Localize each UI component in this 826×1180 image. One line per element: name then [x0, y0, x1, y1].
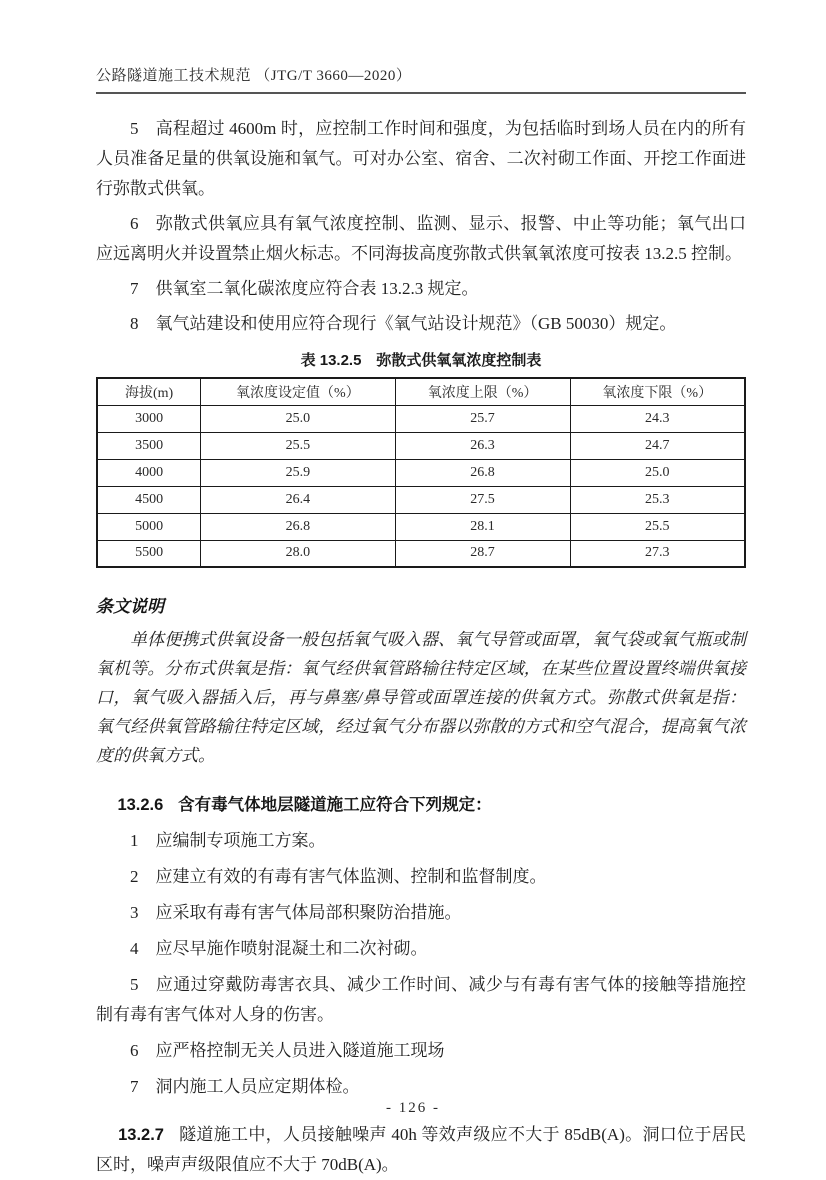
- item-text: 应编制专项施工方案。: [155, 831, 326, 850]
- table-row: [97, 432, 745, 459]
- header-setpoint: 氧浓度设定值（%）: [201, 378, 395, 405]
- table-cell: 5500: [97, 540, 201, 567]
- table-row: [97, 405, 745, 432]
- table-row: [97, 459, 745, 486]
- table-cell: 4500: [97, 486, 201, 513]
- table-cell: 25.5: [201, 432, 395, 459]
- table-cell: 25.7: [395, 405, 570, 432]
- oxygen-concentration-table: [96, 377, 746, 568]
- page-number: - 126 -: [386, 1100, 440, 1116]
- clause-7-paragraph: [96, 274, 746, 304]
- table-cell: 25.0: [570, 459, 745, 486]
- table-cell: 4000: [97, 459, 201, 486]
- clause-number: 6: [130, 214, 139, 233]
- item-text: 应采取有毒有害气体局部积聚防治措施。: [155, 903, 462, 922]
- item-text: 应通过穿戴防毒害衣具、减少工作时间、减少与有毒有害气体的接触等措施控制有毒有害气体对人身的伤害。: [96, 975, 746, 1024]
- table-cell: 3500: [97, 432, 201, 459]
- clause-number: 5: [130, 119, 139, 138]
- table-cell: 26.8: [395, 459, 570, 486]
- item-text: 应尽早施作喷射混凝土和二次衬砌。: [155, 939, 428, 958]
- table-cell: 26.4: [201, 486, 395, 513]
- table-cell: 24.7: [570, 432, 745, 459]
- item-number: 6: [130, 1041, 139, 1060]
- clause-text: 高程超过 4600m 时，应控制工作时间和强度，为包括临时到场人员在内的所有人员准备足量的供氧设施和氧气。可对办公室、宿舍、二次衬砌工作面、开挖工作面进行弥散式供氧。: [96, 119, 746, 198]
- clause-number: 8: [130, 314, 139, 333]
- list-item-7: [96, 1072, 746, 1102]
- header-upper-limit: 氧浓度上限（%）: [395, 378, 570, 405]
- document-title: 公路隧道施工技术规范 （JTG/T 3660—2020）: [96, 68, 412, 84]
- list-item-4: [96, 934, 746, 964]
- header-lower-limit: 氧浓度下限（%）: [570, 378, 745, 405]
- item-text: 洞内施工人员应定期体检。: [155, 1077, 360, 1096]
- list-item-1: [96, 826, 746, 856]
- table-row: [97, 513, 745, 540]
- clause-number: 13.2.6: [117, 796, 164, 814]
- table-cell: 26.8: [201, 513, 395, 540]
- table-cell: 28.1: [395, 513, 570, 540]
- item-number: 2: [130, 867, 139, 886]
- table-cell: 24.3: [570, 405, 745, 432]
- table-row: [97, 486, 745, 513]
- clause-text: 氧气站建设和使用应符合现行《氧气站设计规范》（GB 50030）规定。: [155, 314, 677, 333]
- item-text: 应建立有效的有毒有害气体监测、控制和监督制度。: [155, 867, 547, 886]
- header-altitude: 海拔(m): [97, 378, 201, 405]
- item-number: 7: [130, 1077, 139, 1096]
- item-text: 应严格控制无关人员进入隧道施工现场: [155, 1041, 445, 1060]
- clause-title: 含有毒气体地层隧道施工应符合下列规定：: [178, 796, 492, 814]
- table-cell: 25.3: [570, 486, 745, 513]
- table-cell: 28.0: [201, 540, 395, 567]
- item-number: 1: [130, 831, 139, 850]
- clause-5-paragraph: [96, 114, 746, 204]
- table-caption: 表 13.2.5 弥散式供氧氧浓度控制表: [300, 352, 542, 369]
- table-cell: 3000: [97, 405, 201, 432]
- clause-text: 供氧室二氧化碳浓度应符合表 13.2.3 规定。: [155, 279, 479, 298]
- running-header: [96, 64, 746, 94]
- clause-text: 隧道施工中，人员接触噪声 40h 等效声级应不大于 85dB(A)。洞口位于居民区时，噪声声级限值应不大于 70dB(A)。: [96, 1125, 746, 1174]
- commentary-body: 单体便携式供氧设备一般包括氧气吸入器、氧气导管或面罩，氧气袋或氧气瓶或制氧机等。分布式供氧是指：氧气经供氧管路输往特定区域，在某些位置设置终端供氧接口，氧气吸入器插入后，再与鼻塞/鼻导管或面罩连接的供氧方式。弥散式供氧是指：氧气经供氧管路输往特定区域，经过氧气分布器以弥散的方式和空气混合，提高氧气浓度的供氧方式。: [96, 630, 746, 765]
- clause-13-2-6-heading: [96, 790, 746, 820]
- clause-13-2-7-paragraph: [96, 1120, 746, 1180]
- item-number: 4: [130, 939, 139, 958]
- list-item-3: [96, 898, 746, 928]
- table-cell: 27.5: [395, 486, 570, 513]
- clause-number: 7: [130, 279, 139, 298]
- table-cell: 26.3: [395, 432, 570, 459]
- table-cell: 25.5: [570, 513, 745, 540]
- table-header-row: [97, 378, 745, 405]
- clause-number: 13.2.7: [118, 1126, 164, 1144]
- table-cell: 28.7: [395, 540, 570, 567]
- table-cell: 27.3: [570, 540, 745, 567]
- commentary-heading: 条文说明: [96, 597, 164, 616]
- table-cell: 25.9: [201, 459, 395, 486]
- list-item-2: [96, 862, 746, 892]
- table-cell: 25.0: [201, 405, 395, 432]
- item-number: 3: [130, 903, 139, 922]
- table-cell: 5000: [97, 513, 201, 540]
- list-item-5: [96, 970, 746, 1030]
- page-content: [96, 114, 746, 1180]
- list-item-6: [96, 1036, 746, 1066]
- item-number: 5: [130, 975, 139, 994]
- clause-6-paragraph: [96, 209, 746, 269]
- clause-text: 弥散式供氧应具有氧气浓度控制、监测、显示、报警、中止等功能；氧气出口应远离明火并设置禁止烟火标志。不同海拔高度弥散式供氧氧浓度可按表 13.2.5 控制。: [96, 214, 746, 263]
- table-row: [97, 540, 745, 567]
- clause-8-paragraph: [96, 309, 746, 339]
